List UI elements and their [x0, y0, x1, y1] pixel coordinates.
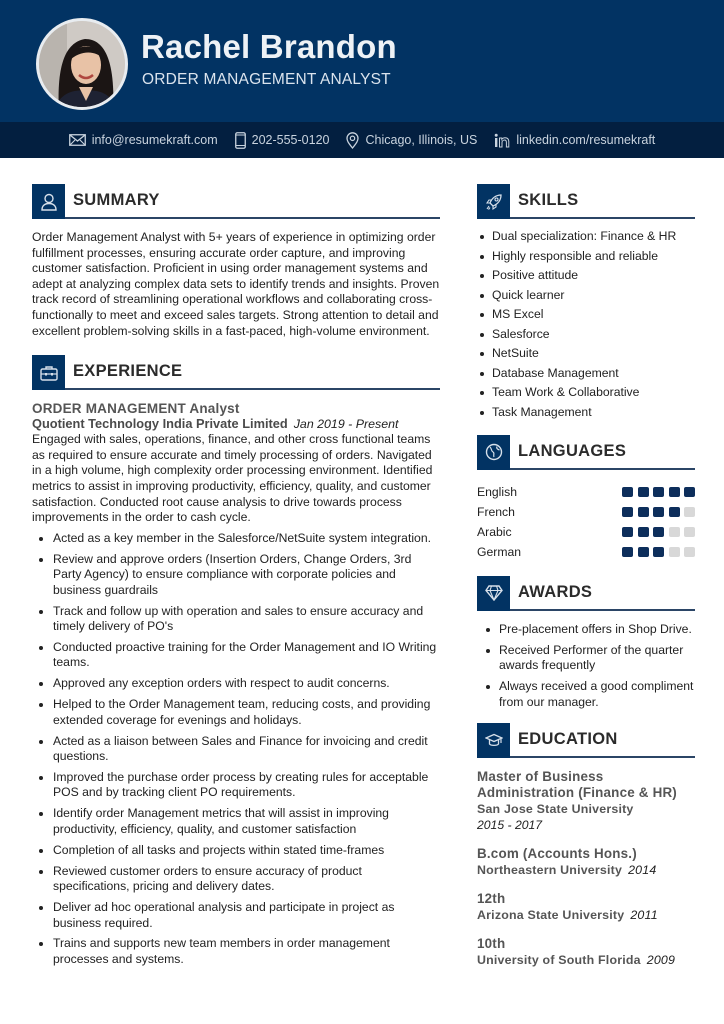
summary-heading	[32, 184, 440, 219]
contact-location	[346, 132, 477, 149]
education-year: 2015 - 2017	[477, 818, 543, 832]
education-school: University of South Florida	[477, 953, 641, 967]
education-year: 2014	[628, 863, 657, 877]
job-bullets	[32, 531, 440, 968]
language-name: Arabic	[477, 524, 512, 539]
globe-icon	[477, 435, 510, 470]
education-degree: Master of Business Administration (Finance & HR)	[477, 769, 677, 800]
job-bullet: Acted as a key member in the Salesforce/NetSuite system integration.	[32, 531, 440, 547]
education-degree: B.com (Accounts Hons.)	[477, 846, 637, 861]
awards-list	[477, 622, 695, 711]
education-list	[477, 769, 695, 968]
diamond-icon	[477, 576, 510, 611]
summary-text: Order Management Analyst with 5+ years of experience in optimizing order fulfillment processes, ensuring accurate order capture, and improving customer satisfaction. Proficient in using order management systems and adept at analyzing complex data sets to identify trends and insights. Proven track record of streamlining operational workflows and collaborating cross-functionally to meet and exceed sales targets. Strong attention to detail and excellent problem-solving skills in a fast-paced, high-volume environment.	[32, 230, 440, 338]
language-row	[477, 522, 695, 542]
job-bullet: Acted as a liaison between Sales and Finance for invoicing and credit questions.	[32, 734, 440, 765]
job-bullet: Review and approve orders (Insertion Orders, Change Orders, 3rd Party Agency) to ensure compliance with corporate policies and business guardrails	[32, 552, 440, 599]
skills-heading	[477, 184, 695, 219]
education-item	[477, 769, 695, 833]
languages-title: LANGUAGES	[518, 441, 627, 460]
linkedin-icon	[494, 133, 510, 148]
language-name: French	[477, 504, 515, 519]
job-bullet: Identify order Management metrics that will assist in improving productivity, efficiency, quality, and customer satisfaction	[32, 806, 440, 837]
skill-item: Database Management	[477, 366, 695, 381]
rocket-icon	[477, 184, 510, 219]
job-dates: Jan 2019 - Present	[293, 417, 399, 432]
language-name: English	[477, 484, 517, 499]
job-bullet: Completion of all tasks and projects within stated time-frames	[32, 843, 440, 859]
awards-title: AWARDS	[518, 582, 593, 601]
job-bullet: Trains and supports new team members in order management processes and systems.	[32, 936, 440, 967]
language-level	[622, 547, 695, 557]
email-text: info@resumekraft.com	[91, 133, 218, 147]
contact-linkedin[interactable]	[494, 133, 655, 148]
education-school: Northeastern University	[477, 863, 623, 877]
award-item: Received Performer of the quarter awards frequently	[477, 643, 695, 674]
portrait-image	[39, 21, 128, 110]
education-item	[477, 936, 695, 968]
experience-section	[32, 355, 440, 967]
language-level	[622, 527, 695, 537]
candidate-role: ORDER MANAGEMENT ANALYST	[142, 71, 391, 88]
linkedin-text: linkedin.com/resumekraft	[516, 133, 656, 147]
education-school-row	[477, 952, 695, 968]
job-bullet: Improved the purchase order process by creating rules for acceptable POS and by tracking client PO requirements.	[32, 770, 440, 801]
profile-photo	[36, 18, 128, 110]
award-item: Always received a good compliment from our manager.	[477, 679, 695, 710]
job-company: Quotient Technology India Private Limited	[32, 416, 288, 432]
language-level	[622, 487, 695, 497]
summary-title: SUMMARY	[73, 191, 160, 209]
candidate-name: Rachel Brandon	[141, 28, 397, 65]
graduation-cap-icon	[477, 723, 510, 758]
skill-item: MS Excel	[477, 307, 695, 322]
skill-item: Positive attitude	[477, 268, 695, 283]
left-column	[32, 184, 440, 973]
education-item	[477, 891, 695, 923]
skills-list	[477, 229, 695, 420]
languages-list	[477, 482, 695, 562]
education-year: 2009	[646, 953, 676, 967]
skill-item: Team Work & Collaborative	[477, 385, 695, 400]
briefcase-icon	[32, 355, 65, 390]
education-school: San Jose State University	[477, 802, 634, 816]
job-bullet: Helped to the Order Management team, reducing costs, and providing extended coverage for evenings and holidays.	[32, 697, 440, 728]
contact-bar	[0, 122, 724, 158]
skills-section	[477, 184, 695, 420]
skill-item: Task Management	[477, 405, 695, 420]
summary-section	[32, 184, 440, 339]
awards-heading	[477, 576, 695, 611]
languages-section	[477, 435, 695, 562]
language-level	[622, 507, 695, 517]
contact-email[interactable]	[69, 133, 218, 147]
award-item: Pre-placement offers in Shop Drive.	[477, 622, 695, 638]
education-section	[477, 723, 695, 968]
job-bullet: Approved any exception orders with respect to audit concerns.	[32, 676, 440, 692]
right-column	[477, 184, 695, 981]
languages-heading	[477, 435, 695, 470]
education-year: 2011	[630, 908, 658, 922]
language-row	[477, 542, 695, 562]
skill-item: Highly responsible and reliable	[477, 249, 695, 264]
education-school-row	[477, 907, 695, 923]
language-row	[477, 482, 695, 502]
phone-text: 202-555-0120	[251, 133, 330, 147]
location-pin-icon	[346, 132, 359, 149]
awards-section	[477, 576, 695, 711]
experience-title: EXPERIENCE	[73, 362, 183, 381]
job-bullet: Deliver ad hoc operational analysis and participate in project as business required.	[32, 900, 440, 931]
job-company-row	[32, 416, 440, 432]
language-row	[477, 502, 695, 522]
resume-header	[0, 0, 724, 122]
job-bullet: Reviewed customer orders to ensure accuracy of product specifications, pricing and delivery dates.	[32, 864, 440, 895]
job-title: ORDER MANAGEMENT Analyst	[32, 401, 240, 417]
job-bullet: Track and follow up with operation and sales to ensure accuracy and timely delivery of PO's	[32, 604, 440, 635]
education-item	[477, 846, 695, 878]
contact-phone[interactable]	[235, 132, 330, 149]
job-entry	[32, 401, 440, 967]
job-description: Engaged with sales, operations, finance, and other cross functional teams as required to ensure accurate and timely processing of orders. Navigated in a high volume, high complexity order processing environment. Identified metrics to assist in improving productivity, efficiency, quality, and customer satisfaction. Conducted root cause analysis to drive towards process improvements in the order to cash cycle.	[32, 432, 433, 525]
education-school: Arizona State University	[477, 908, 625, 922]
education-school-row	[477, 862, 695, 878]
education-degree: 10th	[477, 936, 506, 951]
education-title: EDUCATION	[518, 730, 618, 748]
phone-icon	[235, 132, 246, 149]
skills-title: SKILLS	[518, 191, 579, 209]
envelope-icon	[69, 134, 86, 146]
education-degree: 12th	[477, 891, 506, 906]
skill-item: Salesforce	[477, 327, 695, 342]
language-name: German	[477, 544, 522, 559]
user-icon	[32, 184, 65, 219]
job-bullet: Conducted proactive training for the Order Management and IO Writing teams.	[32, 640, 440, 671]
location-text: Chicago, Illinois, US	[365, 133, 478, 147]
skill-item: Dual specialization: Finance & HR	[477, 229, 695, 244]
skill-item: Quick learner	[477, 288, 695, 303]
skill-item: NetSuite	[477, 346, 695, 361]
education-heading	[477, 723, 695, 758]
experience-heading	[32, 355, 440, 390]
